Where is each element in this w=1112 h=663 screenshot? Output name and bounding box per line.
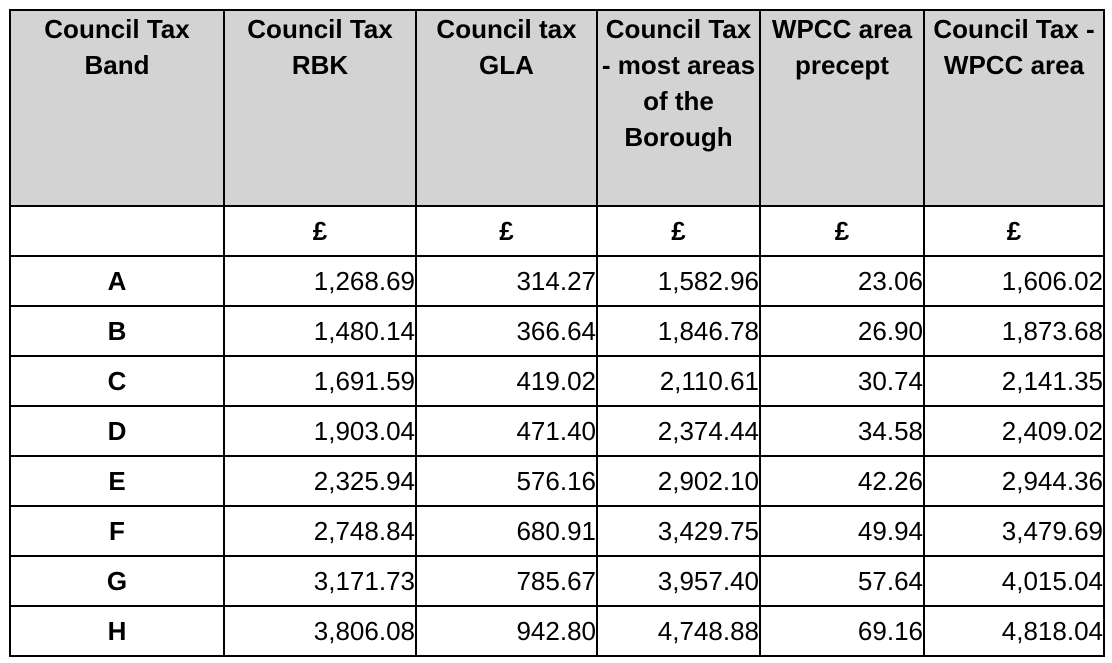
council-tax-table <box>9 9 1105 657</box>
band-cell: C <box>10 356 224 406</box>
gla-cell: 419.02 <box>416 356 597 406</box>
table-row <box>10 556 1104 606</box>
table-row <box>10 256 1104 306</box>
wpcc-precept-cell: 34.58 <box>760 406 924 456</box>
rbk-cell: 1,480.14 <box>224 306 416 356</box>
wpcc-total-cell: 4,818.04 <box>924 606 1104 656</box>
wpcc-total-cell: 2,409.02 <box>924 406 1104 456</box>
unit-cell: £ <box>760 206 924 256</box>
rbk-cell: 2,748.84 <box>224 506 416 556</box>
table-row <box>10 356 1104 406</box>
unit-cell <box>10 206 224 256</box>
rbk-cell: 3,806.08 <box>224 606 416 656</box>
wpcc-total-cell: 3,479.69 <box>924 506 1104 556</box>
table-row <box>10 406 1104 456</box>
most-areas-cell: 2,374.44 <box>597 406 760 456</box>
unit-row <box>10 206 1104 256</box>
header-band: Council Tax Band <box>10 10 224 206</box>
rbk-cell: 2,325.94 <box>224 456 416 506</box>
gla-cell: 680.91 <box>416 506 597 556</box>
table-row <box>10 306 1104 356</box>
table-body <box>10 206 1104 656</box>
most-areas-cell: 4,748.88 <box>597 606 760 656</box>
most-areas-cell: 2,110.61 <box>597 356 760 406</box>
gla-cell: 785.67 <box>416 556 597 606</box>
rbk-cell: 1,903.04 <box>224 406 416 456</box>
wpcc-total-cell: 1,873.68 <box>924 306 1104 356</box>
wpcc-precept-cell: 69.16 <box>760 606 924 656</box>
wpcc-total-cell: 2,944.36 <box>924 456 1104 506</box>
gla-cell: 576.16 <box>416 456 597 506</box>
header-gla: Council tax GLA <box>416 10 597 206</box>
wpcc-precept-cell: 57.64 <box>760 556 924 606</box>
rbk-cell: 1,691.59 <box>224 356 416 406</box>
header-wpcc-precept: WPCC area precept <box>760 10 924 206</box>
band-cell: D <box>10 406 224 456</box>
wpcc-precept-cell: 26.90 <box>760 306 924 356</box>
unit-cell: £ <box>597 206 760 256</box>
band-cell: F <box>10 506 224 556</box>
gla-cell: 366.64 <box>416 306 597 356</box>
rbk-cell: 1,268.69 <box>224 256 416 306</box>
most-areas-cell: 3,957.40 <box>597 556 760 606</box>
wpcc-precept-cell: 30.74 <box>760 356 924 406</box>
header-rbk: Council Tax RBK <box>224 10 416 206</box>
band-cell: E <box>10 456 224 506</box>
most-areas-cell: 1,846.78 <box>597 306 760 356</box>
table-row <box>10 506 1104 556</box>
table-row <box>10 606 1104 656</box>
wpcc-precept-cell: 49.94 <box>760 506 924 556</box>
unit-cell: £ <box>224 206 416 256</box>
band-cell: G <box>10 556 224 606</box>
gla-cell: 942.80 <box>416 606 597 656</box>
header-row <box>10 10 1104 206</box>
band-cell: B <box>10 306 224 356</box>
header-most-areas: Council Tax - most areas of the Borough <box>597 10 760 206</box>
header-wpcc-total: Council Tax - WPCC area <box>924 10 1104 206</box>
table-row <box>10 456 1104 506</box>
unit-cell: £ <box>416 206 597 256</box>
most-areas-cell: 3,429.75 <box>597 506 760 556</box>
wpcc-total-cell: 1,606.02 <box>924 256 1104 306</box>
wpcc-precept-cell: 23.06 <box>760 256 924 306</box>
rbk-cell: 3,171.73 <box>224 556 416 606</box>
wpcc-total-cell: 2,141.35 <box>924 356 1104 406</box>
most-areas-cell: 1,582.96 <box>597 256 760 306</box>
gla-cell: 471.40 <box>416 406 597 456</box>
table-header <box>10 10 1104 206</box>
most-areas-cell: 2,902.10 <box>597 456 760 506</box>
unit-cell: £ <box>924 206 1104 256</box>
wpcc-precept-cell: 42.26 <box>760 456 924 506</box>
band-cell: H <box>10 606 224 656</box>
gla-cell: 314.27 <box>416 256 597 306</box>
wpcc-total-cell: 4,015.04 <box>924 556 1104 606</box>
band-cell: A <box>10 256 224 306</box>
